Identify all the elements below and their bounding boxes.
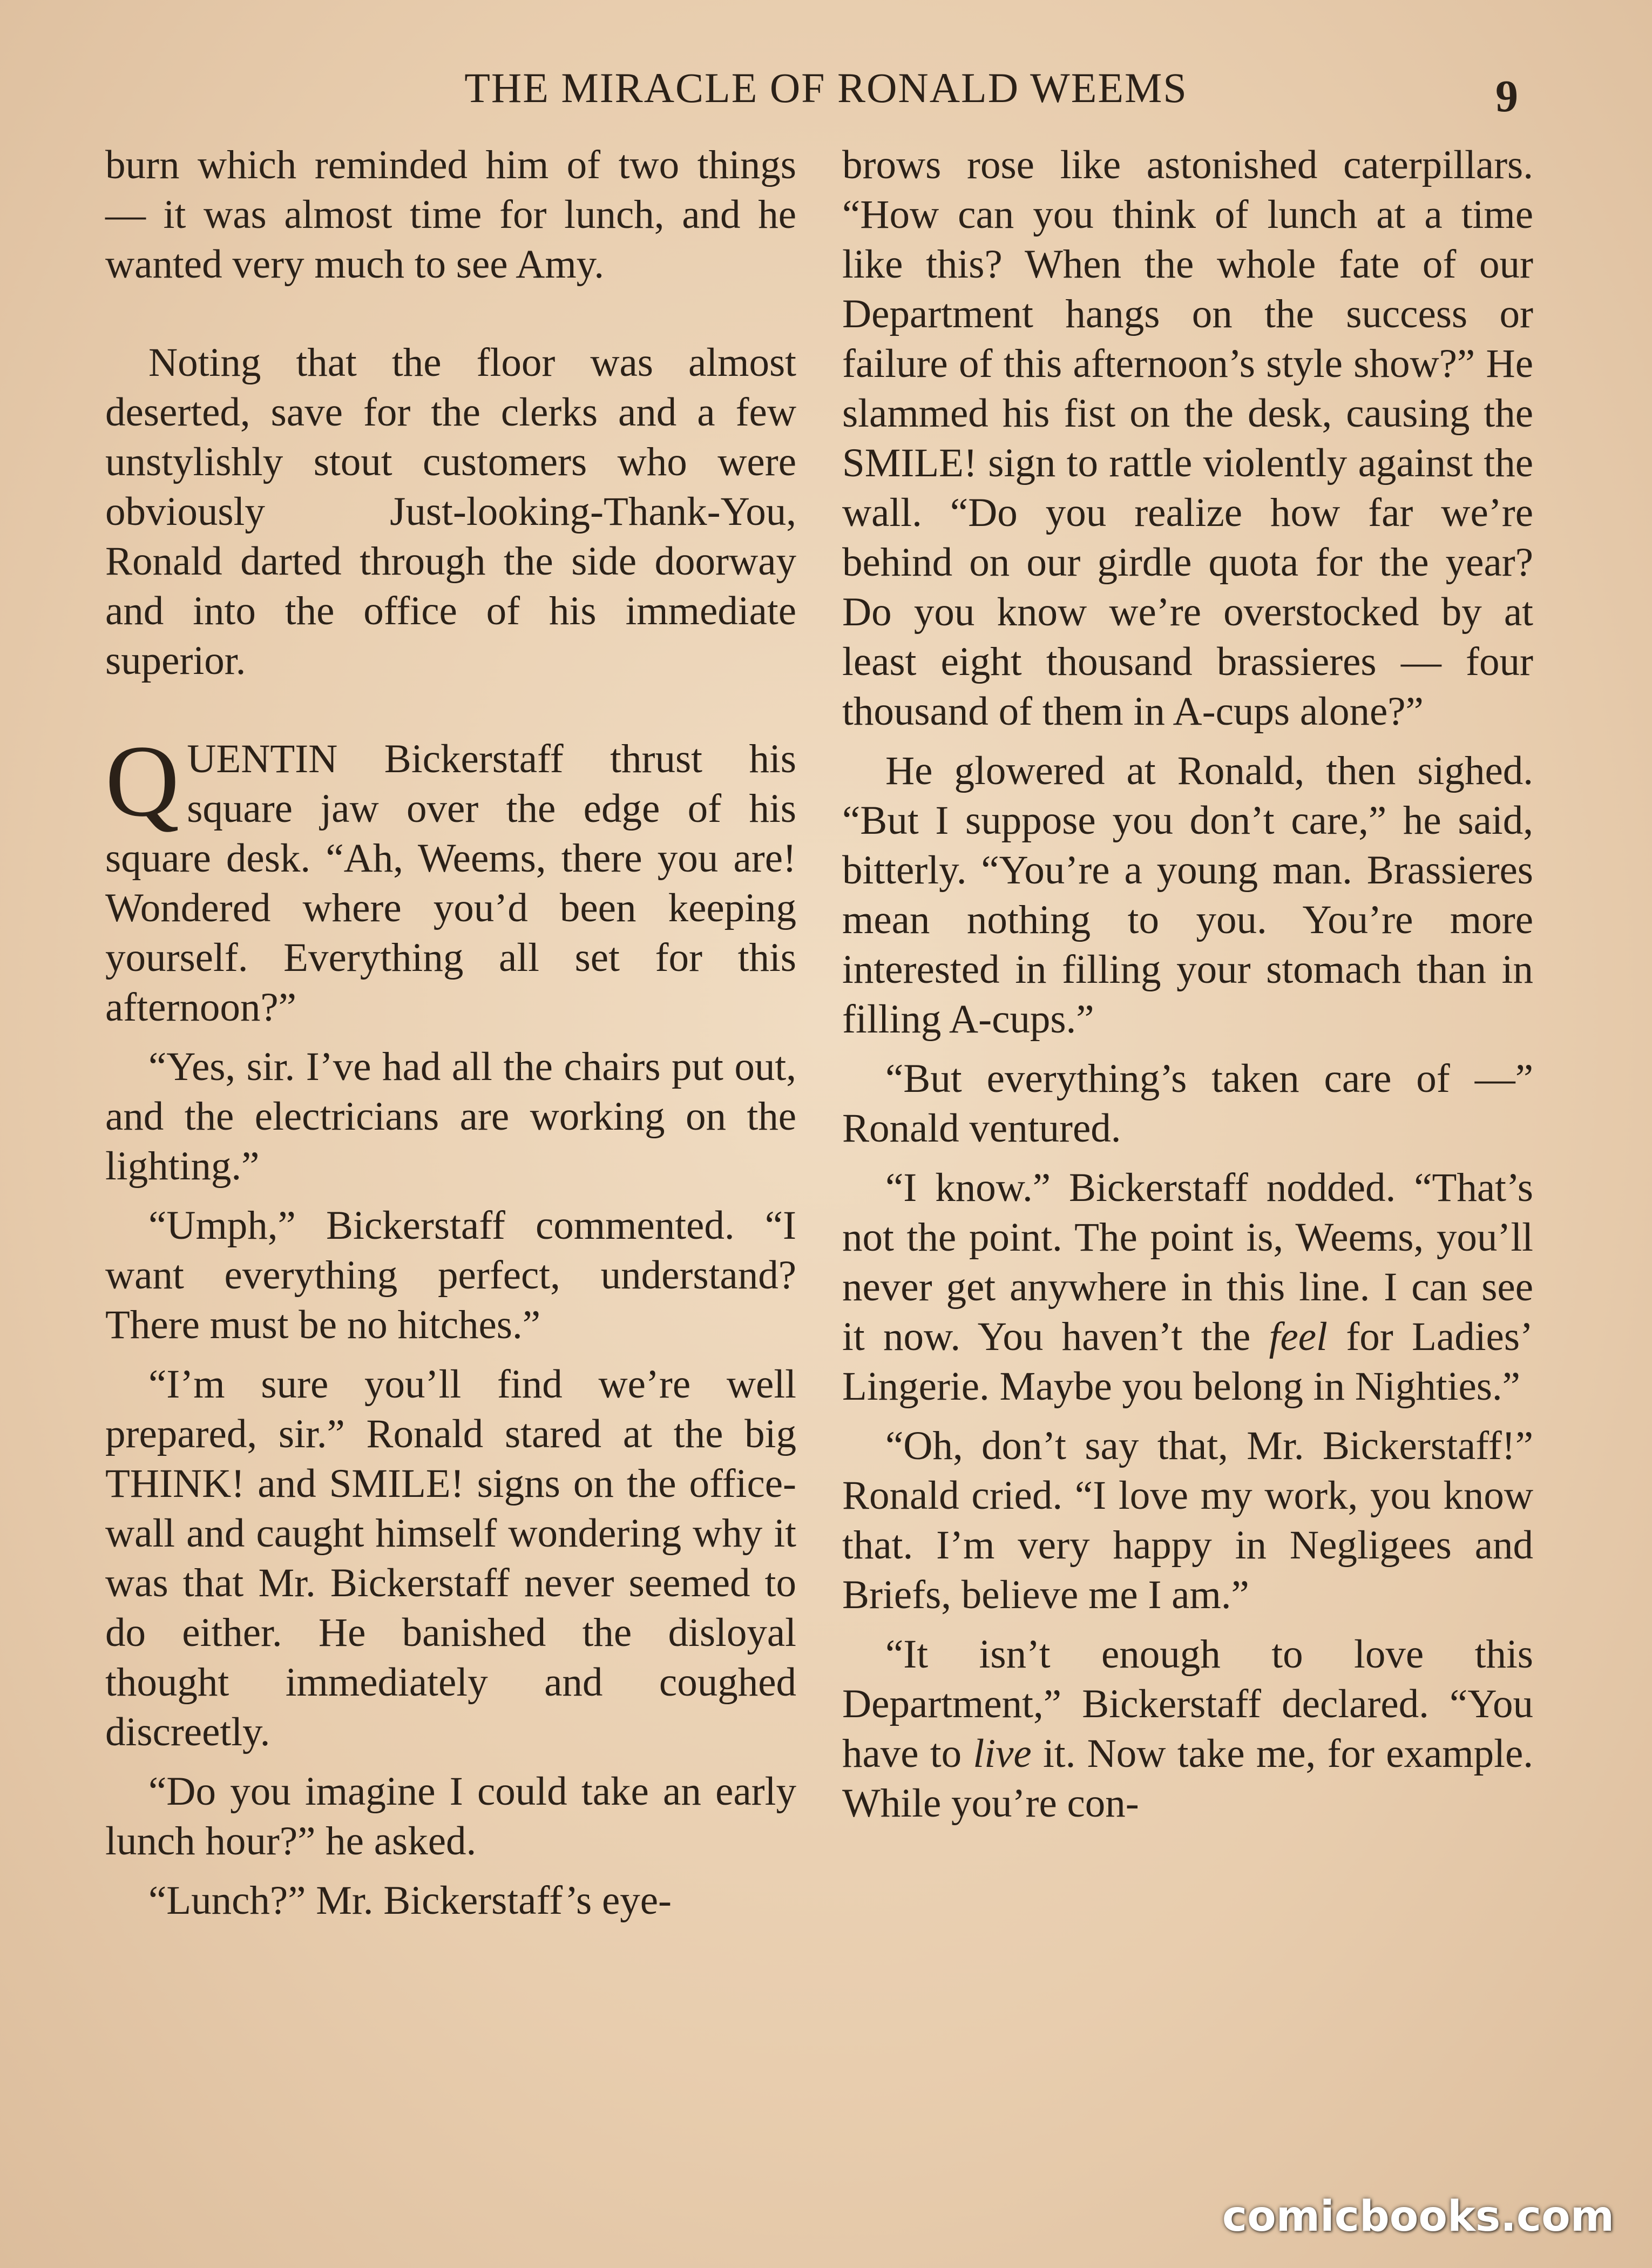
paragraph: brows rose like astonished caterpillars. “How can you think of lunch at a time like this? When the whole fate of our Department hangs on the success or failure of this afternoon’s style show?” He slammed his fist on the desk, causing the SMILE! sign to rattle violently against the wall. “Do you realize how far we’re behind on our girdle quota for the year? Do you know we’re overstocked by at least eight thousand brassieres — four thousand of them in A-cups alone?”: [842, 143, 1533, 734]
paragraph: burn which reminded him of two things — it was almost time for lunch, and he wanted very much to see Amy.: [105, 143, 796, 287]
paragraph: “Do you imagine I could take an early lunch hour?” he asked.: [105, 1769, 796, 1864]
text-run: “It isn’t enough to love this Department,” Bickerstaff declared. “You have to: [842, 1632, 1533, 1776]
paragraph-dropcap: [105, 725, 796, 1032]
paragraph: [842, 1163, 1533, 1412]
paragraph: “Lunch?” Mr. Bickerstaff’s eye-: [148, 1878, 672, 1923]
emphasis: feel: [1269, 1314, 1328, 1359]
page-number: 9: [1495, 71, 1518, 122]
paragraph: “Oh, don’t say that, Mr. Bickerstaff!” Ronald cried. “I love my work, you know that. I’m very happy in Negligees and Briefs, believe me I am.”: [842, 1423, 1533, 1617]
text-run: it. Now take me, for example. While you’re con-: [842, 1731, 1533, 1826]
paragraph: “But everything’s taken care of —” Ronald ventured.: [842, 1056, 1533, 1151]
site-watermark: comicbooks.com: [1222, 2192, 1614, 2241]
drop-cap: Q: [105, 725, 180, 838]
paragraph: [842, 1630, 1533, 1828]
running-header: THE MIRACLE OF RONALD WEEMS: [464, 64, 1188, 111]
left-column: [105, 140, 796, 1935]
text-run: “I know.” Bickerstaff nodded. “That’s not the point. The point is, Weems, you’ll never get anywhere in this line. I can see it now. You haven’t the: [842, 1165, 1533, 1359]
emphasis: live: [973, 1731, 1032, 1776]
right-column: [842, 140, 1533, 1838]
paragraph: “Umph,” Bickerstaff commented. “I want everything perfect, understand? There must be no hitches.”: [105, 1203, 796, 1347]
paragraph-text: UENTIN Bickerstaff thrust his square jaw over the edge of his square desk. “Ah, Weems, there you are! Wondered where you’d been keeping yourself. Everything all set for this afternoon?”: [105, 737, 796, 1030]
paragraph: “I’m sure you’ll find we’re well prepared, sir.” Ronald stared at the big THINK! and SMILE! signs on the office-wall and caught himself wondering why it was that Mr. Bickerstaff never seemed to do either. He banished the disloyal thought immediately and coughed discreetly.: [105, 1362, 796, 1754]
text-run: for Ladies’ Lingerie. Maybe you belong in Nighties.”: [842, 1314, 1534, 1409]
paragraph: “Yes, sir. I’ve had all the chairs put out, and the electricians are working on the lighting.”: [105, 1044, 796, 1189]
paragraph: Noting that the floor was almost deserted, save for the clerks and a few unstylishly stout customers who were obviously Just-looking-Thank-You, Ronald darted through the side doorway and into the office of his immediate superior.: [105, 340, 796, 683]
paragraph: He glowered at Ronald, then sighed. “But I suppose you don’t care,” he said, bitterly. “You’re a young man. Brassieres mean nothing to you. You’re more interested in filling your stomach than in filling A-cups.”: [842, 748, 1533, 1042]
